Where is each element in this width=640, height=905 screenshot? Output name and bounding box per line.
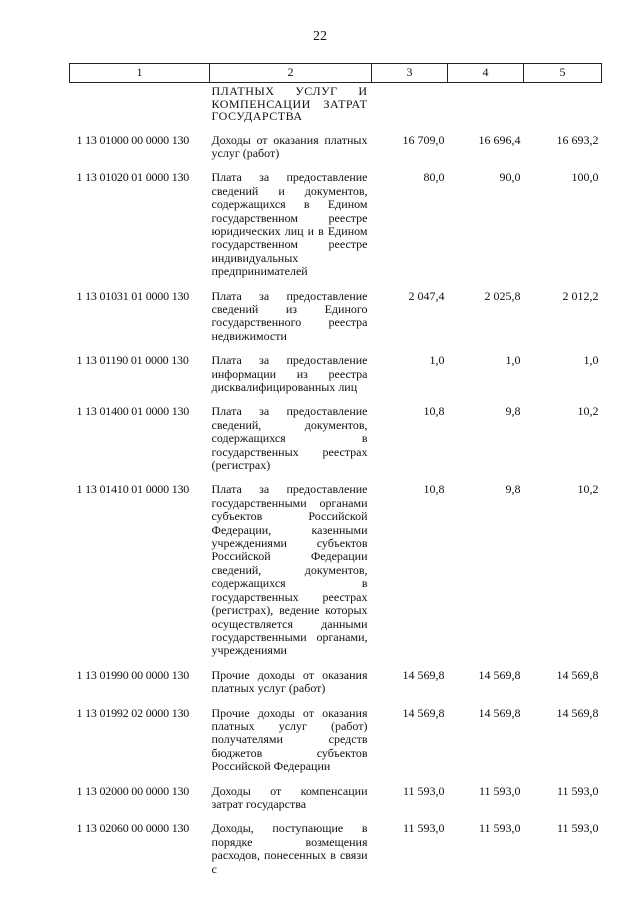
value-col-5: 11 593,0 — [556, 821, 599, 836]
value-col-4: 2 025,8 — [484, 288, 521, 303]
value-col-5: 14 569,8 — [556, 667, 599, 682]
header-col-2: 2 — [210, 64, 372, 83]
table-row — [70, 822, 602, 887]
value-col-4: 9,8 — [505, 404, 521, 419]
value-col-4: 14 569,8 — [478, 705, 521, 720]
revenue-name: Доходы от оказания платных услуг (работ) — [211, 132, 368, 160]
value-col-4: 90,0 — [499, 170, 521, 185]
revenue-name: Прочие доходы от оказания платных услуг (работ) — [211, 667, 368, 696]
table-row — [70, 134, 602, 172]
value-col-4: 1,0 — [505, 353, 521, 368]
table-row — [70, 785, 602, 823]
value-col-5: 11 593,0 — [556, 783, 599, 798]
kbk-code: 1 13 01190 01 0000 130 — [76, 353, 189, 368]
value-col-5: 2 012,2 — [562, 288, 599, 303]
revenue-name: Доходы, поступающие в порядке возмещения расходов, понесенных в связи с — [211, 821, 368, 876]
kbk-code: 1 13 01400 01 0000 130 — [76, 404, 190, 419]
value-col-3: 14 569,8 — [402, 705, 445, 720]
revenue-name: Плата за предоставление сведений из Единого государственного реестра недвижимости — [211, 288, 368, 343]
table-header-row — [70, 64, 602, 83]
kbk-code: 1 13 02000 00 0000 130 — [76, 783, 190, 798]
kbk-code: 1 13 01020 01 0000 130 — [76, 170, 190, 185]
kbk-code: 1 13 01410 01 0000 130 — [76, 482, 190, 497]
header-col-4: 4 — [448, 64, 524, 83]
value-col-4: 11 593,0 — [478, 821, 521, 836]
kbk-code: 1 13 01992 02 0000 130 — [76, 705, 190, 720]
header-col-1: 1 — [70, 64, 210, 83]
value-col-5: 10,2 — [577, 482, 599, 497]
table-row — [70, 669, 602, 707]
value-col-5: 14 569,8 — [556, 705, 599, 720]
value-col-3: 10,8 — [423, 404, 445, 419]
table-row — [70, 483, 602, 668]
kbk-code: 1 13 01990 00 0000 130 — [76, 667, 190, 682]
kbk-code: 1 13 02060 00 0000 130 — [76, 821, 190, 836]
revenue-table — [69, 63, 602, 887]
value-col-3: 1,0 — [429, 353, 445, 368]
header-col-5: 5 — [524, 64, 602, 83]
kbk-code: 1 13 01000 00 0000 130 — [76, 132, 190, 147]
value-col-5: 1,0 — [583, 353, 599, 368]
value-col-3: 11 593,0 — [402, 821, 445, 836]
value-col-3: 14 569,8 — [402, 667, 445, 682]
value-col-4: 16 696,4 — [478, 132, 521, 147]
value-col-3: 80,0 — [423, 170, 445, 185]
table-row — [70, 290, 602, 355]
value-col-5: 100,0 — [571, 170, 599, 185]
table-row — [70, 171, 602, 289]
header-col-3: 3 — [372, 64, 448, 83]
page-number: 22 — [313, 29, 327, 44]
continuation-row — [70, 83, 602, 134]
table-row — [70, 354, 602, 405]
value-col-4: 9,8 — [505, 482, 521, 497]
kbk-code: 1 13 01031 01 0000 130 — [76, 288, 190, 303]
value-col-4: 14 569,8 — [478, 667, 521, 682]
table-row — [70, 405, 602, 483]
revenue-name: Прочие доходы от оказания платных услуг (работ) получателями средств бюджетов субъектов Российской Федерации — [211, 705, 368, 774]
value-col-3: 2 047,4 — [408, 288, 445, 303]
revenue-name: Плата за предоставление сведений, документов, содержащихся в государственных реестрах (регистрах) — [211, 404, 368, 473]
value-col-5: 16 693,2 — [556, 132, 599, 147]
table-row — [70, 707, 602, 785]
value-col-3: 10,8 — [423, 482, 445, 497]
value-col-3: 16 709,0 — [402, 132, 445, 147]
revenue-name: Плата за предоставление сведений и документов, содержащихся в Едином государственном реестре юридических лиц и в Едином государственном реестре индивидуальных предпринимателей — [211, 170, 368, 279]
value-col-3: 11 593,0 — [402, 783, 445, 798]
revenue-name: Плата за предоставление информации из реестра дисквалифицированных лиц — [211, 353, 368, 394]
revenue-name: Доходы от компенсации затрат государства — [211, 783, 368, 811]
revenue-name: Плата за предоставление государственными органами субъектов Российской Федерации, казенными учреждениями субъектов Российской Федерации сведений, документов, содержащихся в государственных реестрах (регистрах), ведение которых осуществляется данными государственными органами, учреждениями — [211, 482, 368, 658]
continuation-text: ПЛАТНЫХ УСЛУГ И КОМПЕНСАЦИИ ЗАТРАТ ГОСУДАРСТВА — [211, 84, 368, 123]
value-col-4: 11 593,0 — [478, 783, 521, 798]
value-col-5: 10,2 — [577, 404, 599, 419]
